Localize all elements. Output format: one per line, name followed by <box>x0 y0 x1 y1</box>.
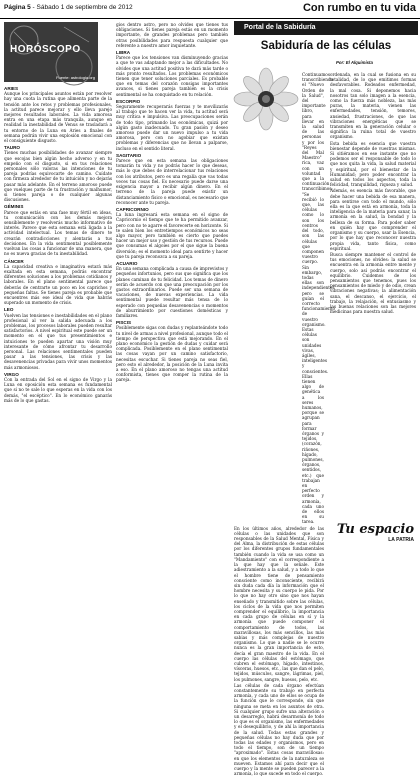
sign-name: ESCORPIO <box>116 98 141 104</box>
article-paragraph: Además, es esencia más favorable, que debe hacer una bebida de esa manera, para sentirse con todo el mundo, sólo ella es la que está en armonía, toda la inteligencia de la materia para sanar, la armonía en la salud, la bondad y la belleza de su forma. Para poder saber en quién hay que comprender el organismo y su cuerpo, usar la Esencia, por lo que hay que reconocer nuestra propia vida, tanto física, como espiritual. <box>330 188 416 251</box>
article-paragraph: En los últimos años, alrededor de las células o las unidades que son responsables de la Salud Mental, Física y del Alma, la distribución de estas células por los diferentes grupos fundamentales también cuando la vida se usa como un "Mandamiento" con el correspondiente a la que hay que la señale. Este adiestramiento a la salud, y a todo lo que el hombre tiene de pensamiento consciente como inconsciente, recibirá sin duda cada día la información que el hombre necesita y su cuerpo le pida. Por lo que no hay otro sino que nos hayan enseñado y transmitido sobre las células, los ciclos de la vida que nos permiten comprender el equilibrio, la importancia en cada grupo de células en sí y la armonía que puede componer el comportamiento de todos, las maravillosas, los más sencillos, las más sabias y más complejas de nuestro organismo. Lo que a nadie se le ocurre nunca es la gran importancia de esto, decía el gran maestro de la vida. En el cuerpo las células del estómago, que cubren el estómago, hígado, intestinos, vísceras, huesos, etc., las que dan el pelo, tejidos, músculos, sangre, lágrimas, piel, los pulmones, sangre, huesos, pelo, etc. <box>234 525 324 682</box>
sign-virgo <box>4 372 112 403</box>
sign-text: Tienes muchas posibilidades de avanzar siempre que escojas bien algún hecho adverso y en tu empeño con el disgusto, si en tus relaciones personales sólo valoras las intenciones de tu pareja podrías equivocarte de camino. Cuídate con firmeza alrededor de tu intuición y no dejarás pasar más adelante. En el terreno amoroso puede que vuelques parte de tu frustración y malhumor, si tienes pareja o de cualquier algunas discusiones. <box>4 150 112 203</box>
horoscope-source: Fuente: astrologia.org <box>56 74 95 80</box>
sign-text: La capacidad creativa e imaginativa estará más exaltada en esta semana, podrás encontrar diferentes soluciones a los problemas cotidianos y laborales. En el plano sentimental parece que deberás de centrarte un poco en los caprichos y pequeñas faltas. Se tienes pareja es probable que encuentres más ese ideal de vida que habrás superado un momento de crisis. <box>4 263 112 306</box>
sign-name: CÁNCER <box>4 258 24 264</box>
sign-cancer <box>4 259 112 306</box>
horoscope-column-2 <box>116 22 228 384</box>
page-dateline <box>4 4 133 11</box>
article-column-2 <box>330 72 416 315</box>
sign-name: TAURO <box>4 145 20 151</box>
sign-piscis <box>116 320 228 382</box>
sign-text: La luna ingresará esta semana en el signo de Capricornio el tiempo que te ha permitido avanzar, pero con no te agarre el favorecerte en horizonte. Si te salen bien los entretiempos económicos no seas algo mayor, pero también es cierto que puedes hacer un mejor uso y gestión de tus recursos. Puede que consumas el algoíes por el que sigue la buena diversión; es el momento ideal para sentirte y hacer que tu pareja reconozca a su pareja. <box>116 212 228 259</box>
sign-escorpio <box>116 99 228 151</box>
sign-name: ACUARIO <box>116 260 138 266</box>
article-paragraph: Las células de cada órgano efectúan constantemente su trabajo en perfecta armonía, y cada uno de ellos se ocupa de la función que le corresponde, sin que ninguna se meta en los asuntos de otra. Si cualquier grupo sufre una alteración o un desarreglo, habrá desarmonía de todo lo que es el organismo, las enfermedades y el desequilibrio, y de ahí la importancia de la salud. Todas estas grandes y pequeñas células no hay duda que por todas las edades y organismos, pero en todo el tiempo, son de un tiempo "aproximado". Estas cosas maravillosas: en que los elementos de la naturaleza se mueven. Estamos ahí para decir que el cuerpo y la mente se pueden parecer a la armonía, lo que sucede en todo el cuerpo. <box>234 682 324 777</box>
publication-logo <box>337 522 414 543</box>
sign-text: Seguramente recuperarás fuerzas y te movilizarás al trabajo que te hacen ver la vida, tu actitud será muy crítica e impulsiva. Las preocupaciones serán de todo tipo, primando las económicas, quizá por algún gasto inadecuado. Tu gran pasión y deseo amoroso puede dar un nuevo impulso a tu vida amorosa, pero con no agobiar que existan problemas y diferencias que no llevan a palparse, incluso en el sentido literal. <box>116 104 228 151</box>
sign-leo <box>4 307 112 369</box>
sign-capricornio <box>116 207 228 259</box>
logo-sub-text: LA PATRIA <box>388 537 414 543</box>
article-paragraph: Continuamos transcribiendo el "Nuevo Orden de la Salud", del importante libro, para llevar en la salud de las personas y por los "Reyes del Mal Maestro" rica, vaz con un voluntad que a la continuación transcribimos: "Se recibió lo que, las células como lo son los centros del todo, son las células que componen vuestro cuerpo. Sin embargo, todas ellas son independientes pero se guían el correcto funcionamiento de vuestro organismo. Estas células son unidades vivas, ágiles, inteligentes y conscientes. Ellas tienen algo de genética a los seres humanos, porque se agrupan para formar órganos y tejidos, (corazón, riñones, hígado, pulmones, órganos, sentidos, etc.) que trabajan en perfecto orden y armonía, cada uno de ellos en su tarea. <box>302 72 336 525</box>
horoscope-title: HORÓSCOPO <box>10 44 81 55</box>
article-paragraph: Esta bebida es esencia que vuestra bienestar depende de vuestras mismas. Si sitiéramos en ese instante que no podemos ser el responsable de todo lo que nos quita la vida, la salud material y espiritual, por el bienestar de la Humanidad; pero poder encontrar la salud en todos los aspectos, toda la felicidad, tranquilidad, riqueza y salud. <box>330 140 416 188</box>
sign-tauro <box>4 145 112 202</box>
article-byline: Por: El Alquimista <box>336 60 373 65</box>
sign-aries <box>4 86 112 143</box>
sign-text: Con la entrada del Sol en el signo de Virgo y la Luna en oposición esta semana es fundamental que si no te sale lo que esperas en la vida con los demás, "el escéptico". En lo económico ganarás más de lo que gastas. <box>4 376 112 403</box>
sign-geminis <box>4 204 112 256</box>
portal-section-label: Portal de la Sabiduría <box>234 21 418 35</box>
sign-name: CAPRICORNIO <box>116 206 149 212</box>
sign-libra <box>116 50 228 97</box>
page-header <box>0 0 420 19</box>
sign-text: Parece que estás en una fase muy fértil en ideas, tu comunicación con los demás mejora sensiblemente y resolverás mucho informativo de interés. Parece que esta semana está ligada a la actividad intelectual. Los temas de dinero te crearán contradicciones y alentarás a tus decisiones. En la vida sentimental posiblemente vuelvan las cosas a funcionar de una manera, que no es nueva gracias de tu inestabilidad. <box>4 209 112 257</box>
page-number: Página 5 <box>4 4 31 11</box>
logo-main-text: Tu espacio <box>336 522 414 537</box>
sign-name: ARIES <box>4 86 19 91</box>
sign-name: GÉMINIS <box>4 204 24 210</box>
sign-text: Vuelven las tensiones e inestabilidades en el plano profesional al ver la salida adecuada a los problemas, los procesos laborales pueden resultar satisfactorios. A nivel espiritual este puede ser un momento en el que tus presentimientos e intuiciones te pueden apartar una visión muy interesante de cómo afrontar tu desarrollo personal. Las relaciones sentimentales pueden pasar a las tensiones, las crisis y las desavenencias privadas para vivir unos momentos más armoniosos. <box>4 312 112 370</box>
sign-text: En una semana complicada a causa de imprevistos y pequeños infortunios, pero sus que significa que los planes caminan de tu felicidad. Los temas de dinero serán de acuerdo con que una preocupación por los gastos extraordinarios. Puede ser una semana de vacaciones, de nuevas experiencias. La vida sentimental puede resultar más tensa de lo esperado con pequeñas desavenencias o momentos de aburrimiento por cuestiones domésticas y familiares. <box>116 266 228 318</box>
section-title: Con rumbo en tu vida <box>302 2 416 14</box>
article-paragraph: Busca siempre mantener el control de tus emociones, no olvides: la salud se encuentra en la armonía entre mente y cuerpo, solo así podrás encontrar el equilibrio. Cuidemos de los pensamientos que tenemos, pues los pensamientos de miedo y de odio, crean vibraciones negativas; la alimentación sana, el descanso, el ejercicio, el trabajo, la relajación, el entusiasmo y las buenas relaciones son las mejores medicinas para nuestra salud. <box>330 251 416 315</box>
horoscope-banner <box>4 22 98 82</box>
sign-text: Parece que en esta semana las obligaciones tomarán tu vida y no podrás hacer lo que deseas, más lo que debes de interrelacionar tus relaciones con los atributos, pero es una regalía que vas todas veces tus cosas fiel. Es necesario puede darse una exigencia mayor a recibir algún dinero. En el terreno de la pareja puede existir un distanciamiento físico o emocional, es necesario que reconocer ante tu pareja. <box>116 158 228 205</box>
sign-text: Aunque los principales asuntos están por resolver hay una cuota la rutina que alimenta parte de la tensión ante los retos y problemas profesionales, la actitud parece mejorar y ello lleva parejo mejores resultados laborales. La vida amorosa entra en una etapa más tranquila, aunque en realidad la inestabilidad de Venus se trasladará a tu entorno de la Luna en Aries a finales de semana podrán vivir una explosión emocional con el consiguiente disgusto. <box>4 91 112 144</box>
article-paragraph: ordenada, en la cual se fusiona en su totalidad, de lo que emitimos formas desfavorables. Rodeados enfermedad, la mal cosa. Si deponemos hacia nosotros tan solo imagen a la esencia, como la fuerza más nobleza, las más puras, la materia, vienen las enfermedades, tensión, temores, ansiedad, frustraciones, de que las vibraciones energéticas que se transmiten en la generación celular o significa la ruina total de vuestro organismo. <box>330 72 416 140</box>
sign-name: LIBRA <box>116 50 131 56</box>
article-headline: Sabiduría de las células <box>260 40 392 52</box>
sign-text: Posiblemente sigas con dudas y replanteándote todo tu nivel de armas a nivel profesional, aunque todo el tiempo de perspectiva que está mejorando. En el plano económico la gestión de dudas y cuidar será complicada. Posiblemente en el plano sentimental las cosas vayan por un camino satisfactorio, necesitas escuchar. Si tienes pareja no seas fiel, pero esto el alrededor, la posición de la Luna invita a eso. En el plano amoroso no tengas una actitud conformista, tienes que romper la rutina de la pareja. <box>116 325 228 383</box>
sign-acuario <box>116 261 228 318</box>
article-column-1 <box>234 72 336 777</box>
sign-name: SAGITARIO <box>116 152 142 158</box>
sign-sagitario <box>116 153 228 205</box>
page-date: - Sábado 1 de septiembre de 2012 <box>30 4 133 11</box>
sign-name: LEO <box>4 307 14 313</box>
sign-name: VIRGO <box>4 371 19 377</box>
sign-text: gios dentro astro, pero no olvides que tienes tus obligaciones. Si tienes pareja estás en un momento importante, de grandes problemas pero también otras posibilidades para respuesta cualquier que referente a nuestro amor inquietante. <box>116 22 228 48</box>
horoscope-column-1 <box>4 22 112 404</box>
sign-name: PISCIS <box>116 320 132 326</box>
sign-text: Parece que los tensiones van disminuyendo gracias a que te vas adaptando mejor a las dificultades. No olvides que una actitud positiva te dará más tarde o más pronto resultados. Los problemas económicos tienen que tener soluciones parciales. Es probable que en temas del corazón consigas importantes avances, si tienes pareja también es la crisis sentimental se ha conquistado en tu relación. <box>116 55 228 97</box>
